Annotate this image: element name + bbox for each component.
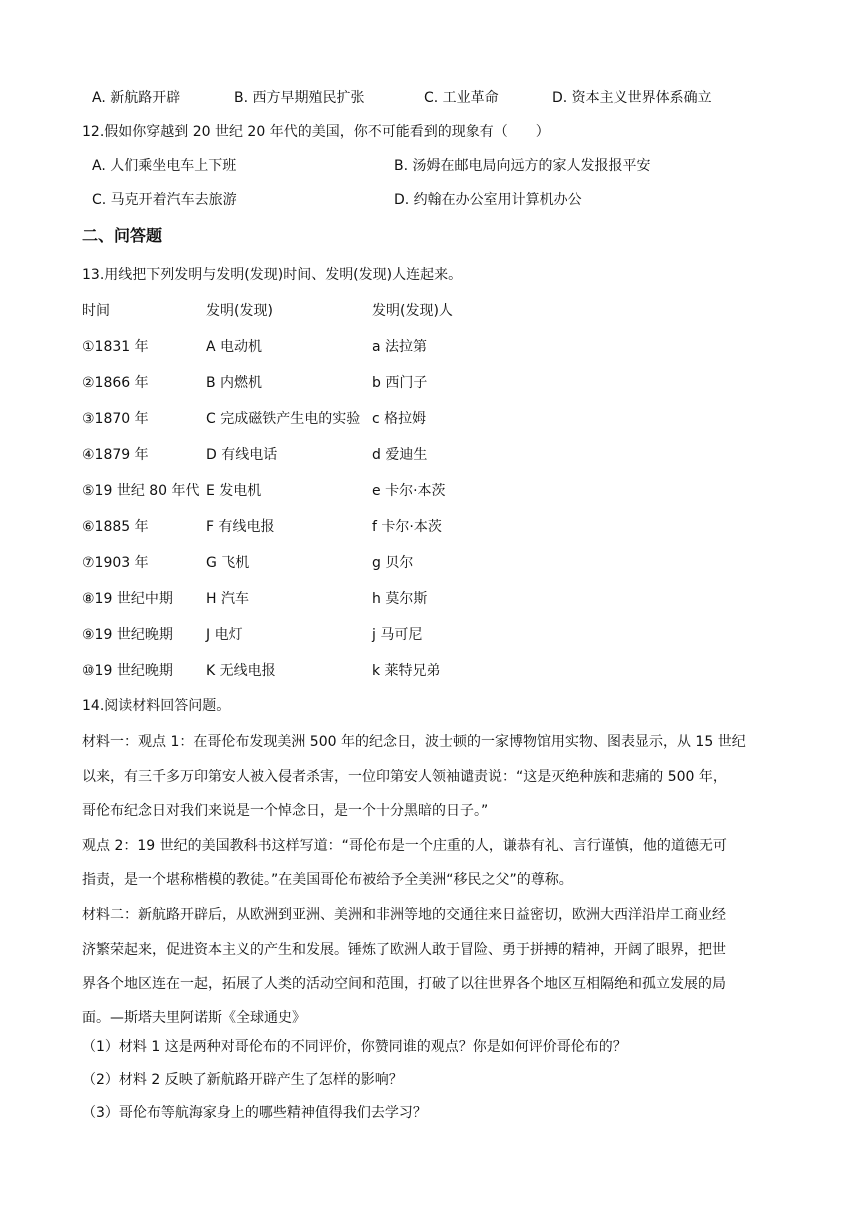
q11-option-c: C. 工业革命 bbox=[424, 90, 499, 106]
q13-inventor: j 马可尼 bbox=[372, 627, 423, 643]
q12-option-d: D. 约翰在办公室用计算机办公 bbox=[394, 192, 582, 208]
q13-time: ⑦1903 年 bbox=[82, 555, 149, 571]
q14-question-3: （3）哥伦布等航海家身上的哪些精神值得我们去学习？ bbox=[82, 1105, 427, 1121]
q14-question-1: （1）材料 1 这是两种对哥伦布的不同评价，你赞同谁的观点？你是如何评价哥伦布的？ bbox=[82, 1039, 627, 1055]
q13-time: ⑩19 世纪晚期 bbox=[82, 663, 173, 679]
q13-inventor: e 卡尔·本茨 bbox=[372, 483, 446, 499]
q14-material1-line: 材料一：观点 1：在哥伦布发现美洲 500 年的纪念日，波士顿的一家博物馆用实物、图表显示，从 15 世纪 bbox=[82, 734, 746, 750]
q11-option-b: B. 西方早期殖民扩张 bbox=[234, 90, 365, 106]
q12-option-b: B. 汤姆在邮电局向远方的家人发报报平安 bbox=[394, 158, 651, 174]
q14-material1-line: 哥伦布纪念日对我们来说是一个悼念日，是一个十分黑暗的日子。” bbox=[82, 803, 489, 819]
q13-invention: C 完成磁铁产生电的实验 bbox=[206, 411, 361, 427]
q14-material2-line: 材料二：新航路开辟后，从欧洲到亚洲、美洲和非洲等地的交通往来日益密切，欧洲大西洋沿岸工商业经 bbox=[82, 907, 726, 923]
section-title: 二、问答题 bbox=[82, 226, 163, 245]
q13-inventor: a 法拉第 bbox=[372, 339, 428, 355]
q11-option-a: A. 新航路开辟 bbox=[92, 90, 181, 106]
q13-time: ⑥1885 年 bbox=[82, 519, 149, 535]
q13-time: ①1831 年 bbox=[82, 339, 149, 355]
q13-invention: D 有线电话 bbox=[206, 447, 278, 463]
q13-time: ④1879 年 bbox=[82, 447, 149, 463]
q13-time: ⑤19 世纪 80 年代 bbox=[82, 483, 200, 499]
q13-header-inventor: 发明(发现)人 bbox=[372, 303, 453, 319]
q13-invention: E 发电机 bbox=[206, 483, 262, 499]
q14-material2-line: 界各个地区连在一起，拓展了人类的活动空间和范围，打破了以往世界各个地区互相隔绝和孤立发展的局 bbox=[82, 976, 726, 992]
q13-invention: G 飞机 bbox=[206, 555, 250, 571]
q13-invention: B 内燃机 bbox=[206, 375, 263, 391]
q13-inventor: c 格拉姆 bbox=[372, 411, 427, 427]
q13-invention: F 有线电报 bbox=[206, 519, 275, 535]
q12-option-a: A. 人们乘坐电车上下班 bbox=[92, 158, 237, 174]
q14-question-2: （2）材料 2 反映了新航路开辟产生了怎样的影响？ bbox=[82, 1072, 403, 1088]
q13-invention: A 电动机 bbox=[206, 339, 263, 355]
q13-inventor: b 西门子 bbox=[372, 375, 428, 391]
q13-header-invention: 发明(发现) bbox=[206, 303, 273, 319]
q13-invention: J 电灯 bbox=[206, 627, 243, 643]
q13-invention: H 汽车 bbox=[206, 591, 249, 607]
q14-material1-line: 以来，有三千多万印第安人被入侵者杀害，一位印第安人领袖谴责说：“这是灭绝种族和悲痛的 500 年， bbox=[82, 769, 727, 785]
q14-view2-line: 观点 2：19 世纪的美国教科书这样写道：“哥伦布是一个庄重的人，谦恭有礼、言行谨慎，他的道德无可 bbox=[82, 838, 727, 854]
q13-time: ③1870 年 bbox=[82, 411, 149, 427]
q14-material2-line: 济繁荣起来，促进资本主义的产生和发展。锤炼了欧洲人敢于冒险、勇于拼搏的精神，开阔了眼界，把世 bbox=[82, 942, 726, 958]
q13-inventor: d 爱迪生 bbox=[372, 447, 428, 463]
q13-time: ⑧19 世纪中期 bbox=[82, 591, 173, 607]
q12-option-c: C. 马克开着汽车去旅游 bbox=[92, 192, 237, 208]
q13-inventor: h 莫尔斯 bbox=[372, 591, 428, 607]
q14-material2-line: 面。—斯塔夫里阿诺斯《全球通史》 bbox=[82, 1010, 306, 1026]
q14-stem: 14.阅读材料回答问题。 bbox=[82, 698, 231, 714]
q13-time: ⑨19 世纪晚期 bbox=[82, 627, 173, 643]
q13-invention: K 无线电报 bbox=[206, 663, 276, 679]
q13-inventor: k 莱特兄弟 bbox=[372, 663, 441, 679]
q11-option-d: D. 资本主义世界体系确立 bbox=[552, 90, 712, 106]
q13-inventor: f 卡尔·本茨 bbox=[372, 519, 442, 535]
q13-stem: 13.用线把下列发明与发明(发现)时间、发明(发现)人连起来。 bbox=[82, 267, 463, 283]
q12-stem: 12.假如你穿越到 20 世纪 20 年代的美国，你不可能看到的现象有（ ） bbox=[82, 124, 550, 140]
q13-time: ②1866 年 bbox=[82, 375, 149, 391]
q13-inventor: g 贝尔 bbox=[372, 555, 414, 571]
q13-header-time: 时间 bbox=[82, 303, 110, 319]
q14-view2-line: 指责，是一个堪称楷模的教徒。”在美国哥伦布被给予全美洲“移民之父”的尊称。 bbox=[82, 872, 573, 888]
